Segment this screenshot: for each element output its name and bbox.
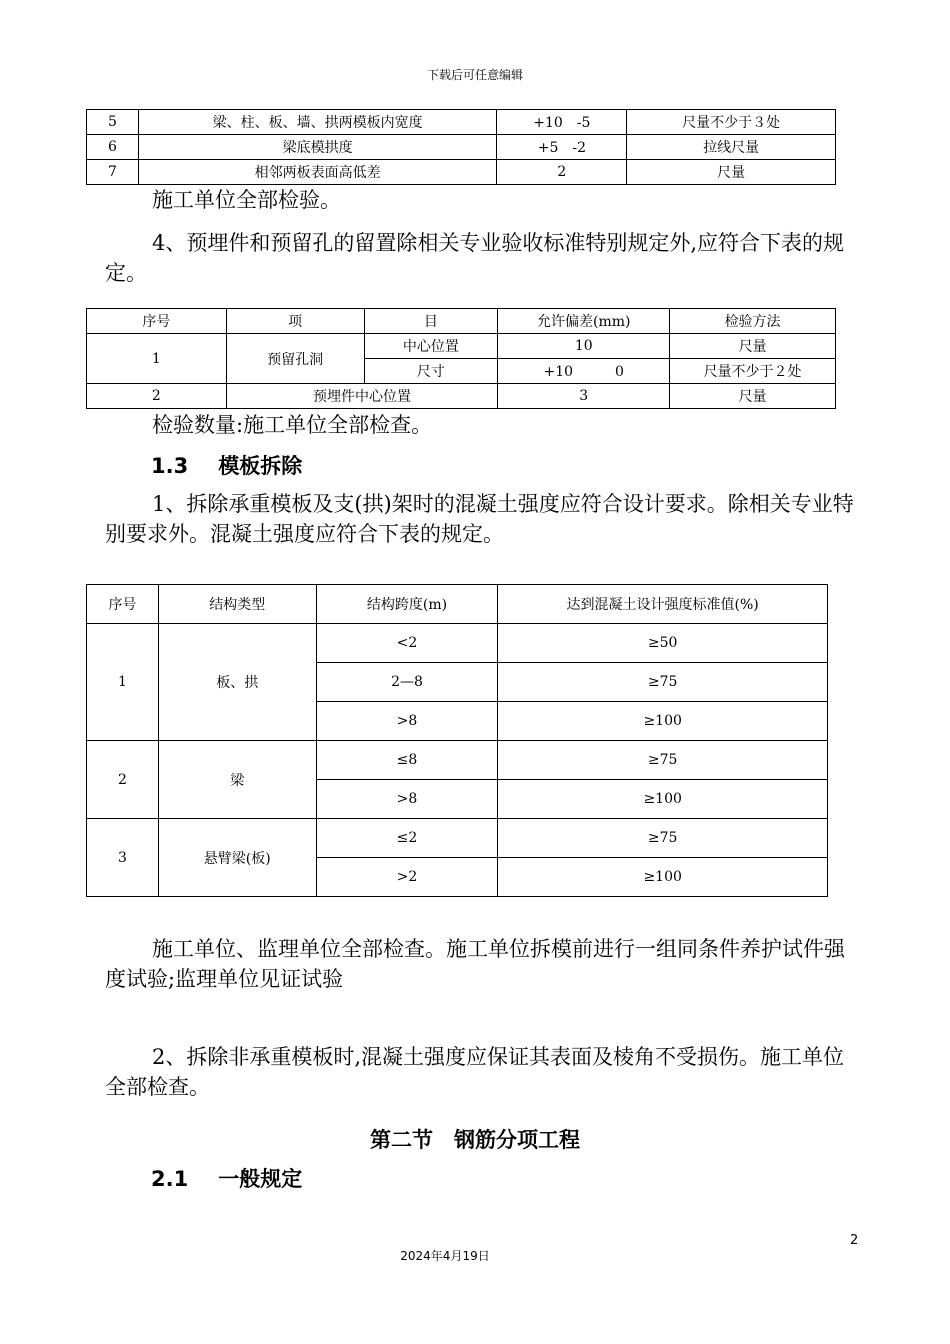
table-cell: 预留孔洞 [226, 334, 364, 384]
paragraph: 2、拆除非承重模板时,混凝土强度应保证其表面及棱角不受损伤。施工单位全部检查。 [105, 1045, 845, 1099]
table-cell: >8 [316, 702, 498, 741]
table-row [87, 741, 828, 780]
table-cell: +10 0 [498, 359, 670, 384]
footer-date: 2024年4月19日 [400, 1249, 490, 1263]
concrete-strength-table [86, 584, 828, 897]
table-cell: 尺量 [670, 334, 836, 359]
table-cell: 尺量 [670, 384, 836, 409]
table-cell: ≤8 [316, 741, 498, 780]
table-header: 达到混凝土设计强度标准值(%) [498, 585, 828, 624]
tolerance-table-continued [86, 109, 836, 185]
table-cell: ≥75 [498, 663, 828, 702]
table-cell: ≥100 [498, 702, 828, 741]
table-cell: +5 -2 [497, 135, 627, 160]
table-row [87, 135, 836, 160]
section-heading [151, 451, 551, 481]
table-cell: 尺量 [627, 160, 836, 185]
table-header-row [87, 585, 828, 624]
chapter-section-title: 第二节 钢筋分项工程 [370, 1128, 580, 1152]
table-cell: >8 [316, 780, 498, 819]
table-cell: 6 [87, 135, 139, 160]
table-cell: 2—8 [316, 663, 498, 702]
table-cell: 梁、柱、板、墙、拱两模板内宽度 [138, 110, 497, 135]
table-header: 序号 [87, 585, 159, 624]
heading-text: 一般规定 [218, 1167, 303, 1191]
table-cell: ≥100 [498, 858, 828, 897]
table-cell: >2 [316, 858, 498, 897]
table-cell: 2 [87, 741, 159, 819]
table-cell: ≥100 [498, 780, 828, 819]
table-cell: 悬臂梁(板) [158, 819, 316, 897]
table-cell: 1 [87, 334, 227, 384]
table-cell: 2 [87, 384, 227, 409]
table-row [87, 160, 836, 185]
heading-number: 1.3 [151, 454, 189, 478]
table-cell: 尺量不少于３处 [627, 110, 836, 135]
table-cell: 10 [498, 334, 670, 359]
embedded-parts-table [86, 308, 836, 409]
table-cell: 板、拱 [158, 624, 316, 741]
table-cell: ≥50 [498, 624, 828, 663]
table-cell: ≤2 [316, 819, 498, 858]
table-header: 检验方法 [670, 309, 836, 334]
table-cell: <2 [316, 624, 498, 663]
page-number: 2 [850, 1233, 859, 1248]
table-row [87, 384, 836, 409]
paragraph: 施工单位全部检验。 [152, 188, 341, 212]
table-cell: 预埋件中心位置 [226, 384, 498, 409]
table-header: 序号 [87, 309, 227, 334]
table-cell: 2 [497, 160, 627, 185]
table-row [87, 819, 828, 858]
table-cell: 尺量不少于２处 [670, 359, 836, 384]
table-cell: 梁 [158, 741, 316, 819]
paragraph: 施工单位、监理单位全部检查。施工单位拆模前进行一组同条件养护试件强度试验;监理单位见证试验 [105, 937, 845, 991]
paragraph: 4、预埋件和预留孔的留置除相关专业验收标准特别规定外,应符合下表的规定。 [105, 231, 845, 285]
table-cell: 1 [87, 624, 159, 741]
table-row [87, 334, 836, 359]
table-cell: 相邻两板表面高低差 [138, 160, 497, 185]
table-cell: 梁底模拱度 [138, 135, 497, 160]
table-header: 允许偏差(mm) [498, 309, 670, 334]
table-row [87, 110, 836, 135]
paragraph: 1、拆除承重模板及支(拱)架时的混凝土强度应符合设计要求。除相关专业特别要求外。混凝土强度应符合下表的规定。 [105, 492, 854, 546]
table-cell: 拉线尺量 [627, 135, 836, 160]
table-cell: ≥75 [498, 819, 828, 858]
table-cell: ≥75 [498, 741, 828, 780]
table-header: 结构跨度(m) [316, 585, 498, 624]
heading-number: 2.1 [151, 1167, 189, 1191]
table-row [87, 624, 828, 663]
table-cell: 中心位置 [364, 334, 498, 359]
table-cell: +10 -5 [497, 110, 627, 135]
table-cell: 7 [87, 160, 139, 185]
paragraph: 检验数量:施工单位全部检查。 [152, 413, 433, 437]
section-heading [151, 1164, 551, 1194]
table-header: 项 [226, 309, 364, 334]
table-cell: 5 [87, 110, 139, 135]
table-header-row [87, 309, 836, 334]
table-cell: 3 [498, 384, 670, 409]
table-header: 结构类型 [158, 585, 316, 624]
header-note: 下载后可任意编辑 [426, 68, 523, 82]
table-header: 目 [364, 309, 498, 334]
table-cell: 3 [87, 819, 159, 897]
table-cell: 尺寸 [364, 359, 498, 384]
heading-text: 模板拆除 [218, 454, 303, 478]
